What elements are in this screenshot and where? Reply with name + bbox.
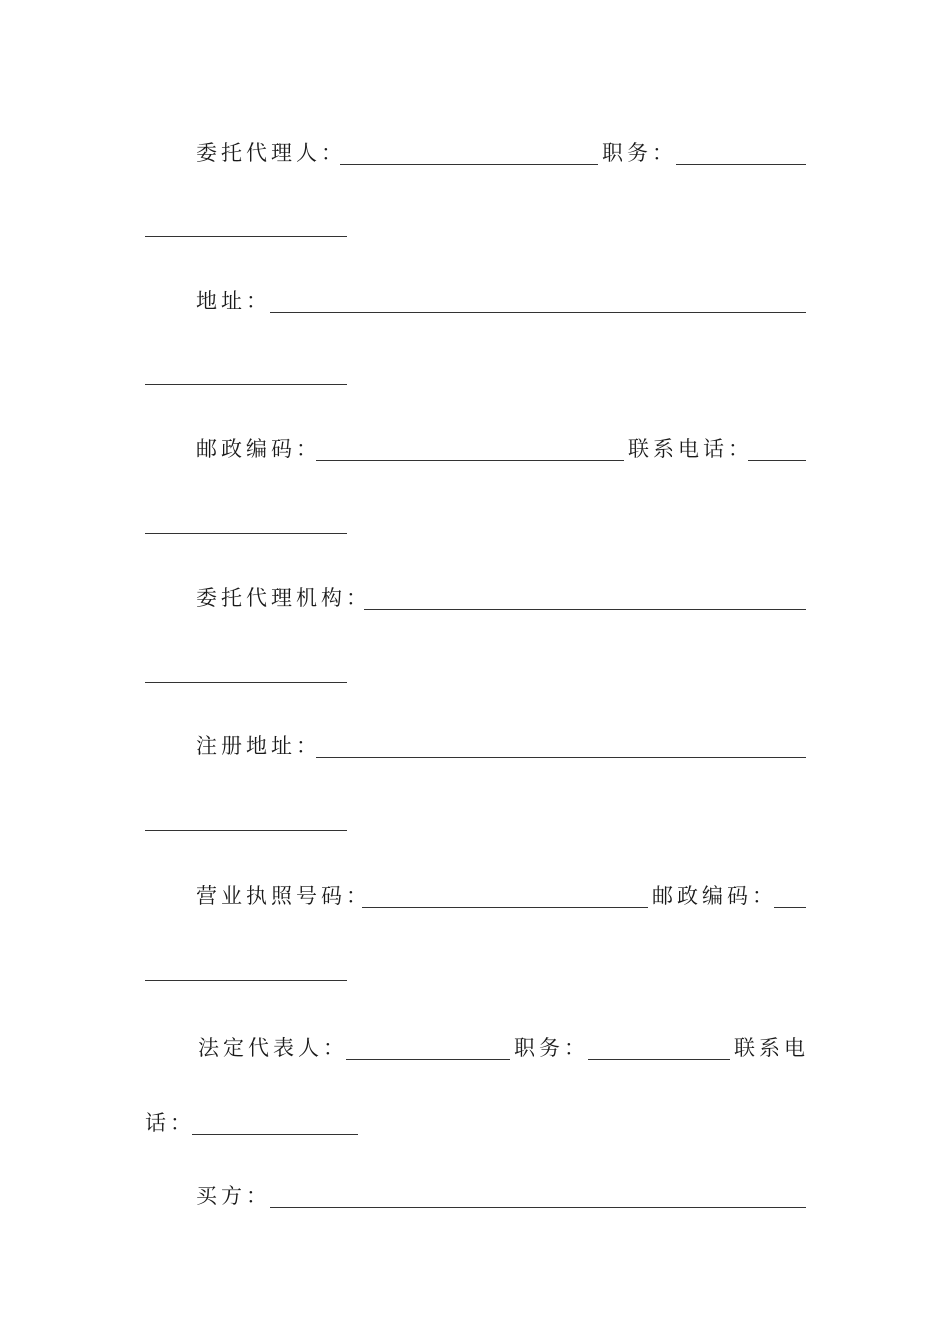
license-number-field[interactable]	[362, 907, 648, 908]
phone-field[interactable]	[748, 460, 806, 461]
postal-code-field[interactable]	[316, 460, 624, 461]
license-postal-code-field[interactable]	[774, 907, 806, 908]
legal-rep-phone-row	[0, 1108, 950, 1138]
address-field-continued[interactable]	[145, 384, 347, 385]
agency-field-continued-row	[0, 656, 950, 686]
agency-field-continued[interactable]	[145, 682, 347, 683]
address-label: 地址：	[196, 289, 271, 313]
agent-field[interactable]	[340, 164, 598, 165]
phone-field-continued-row	[0, 507, 950, 537]
registered-address-field-continued-row	[0, 804, 950, 834]
legal-rep-phone-field[interactable]	[192, 1134, 358, 1135]
license-postal-code-field-continued[interactable]	[145, 980, 347, 981]
license-row	[0, 881, 950, 911]
phone-label: 联系电话：	[628, 437, 753, 461]
license-number-label: 营业执照号码：	[196, 884, 371, 908]
agent-row	[0, 138, 950, 168]
agent-position-field-continued[interactable]	[145, 236, 347, 237]
legal-rep-field[interactable]	[346, 1059, 510, 1060]
registered-address-field[interactable]	[316, 757, 806, 758]
agent-label: 委托代理人：	[196, 141, 346, 165]
agency-field[interactable]	[364, 609, 806, 610]
agent-position-label: 职务：	[602, 141, 677, 165]
agency-row	[0, 583, 950, 613]
registered-address-row	[0, 731, 950, 761]
postal-code-label: 邮政编码：	[196, 437, 321, 461]
buyer-label: 买方：	[196, 1184, 271, 1208]
postal-phone-row	[0, 434, 950, 464]
agent-position-field-continued-row	[0, 210, 950, 240]
address-field[interactable]	[270, 312, 806, 313]
registered-address-label: 注册地址：	[196, 734, 321, 758]
license-postal-code-field-continued-row	[0, 954, 950, 984]
license-postal-code-label: 邮政编码：	[652, 884, 777, 908]
registered-address-field-continued[interactable]	[145, 830, 347, 831]
legal-rep-position-label: 职务：	[514, 1036, 589, 1060]
agent-position-field[interactable]	[676, 164, 806, 165]
legal-rep-phone-label-continued: 话：	[145, 1111, 195, 1135]
buyer-field[interactable]	[270, 1207, 806, 1208]
legal-rep-label: 法定代表人：	[198, 1036, 348, 1060]
buyer-row	[0, 1181, 950, 1211]
agency-label: 委托代理机构：	[196, 586, 371, 610]
address-row	[0, 286, 950, 316]
legal-rep-phone-label: 联系电	[734, 1036, 809, 1060]
legal-rep-position-field[interactable]	[588, 1059, 730, 1060]
address-field-continued-row	[0, 358, 950, 388]
legal-rep-row	[0, 1033, 950, 1063]
phone-field-continued[interactable]	[145, 533, 347, 534]
